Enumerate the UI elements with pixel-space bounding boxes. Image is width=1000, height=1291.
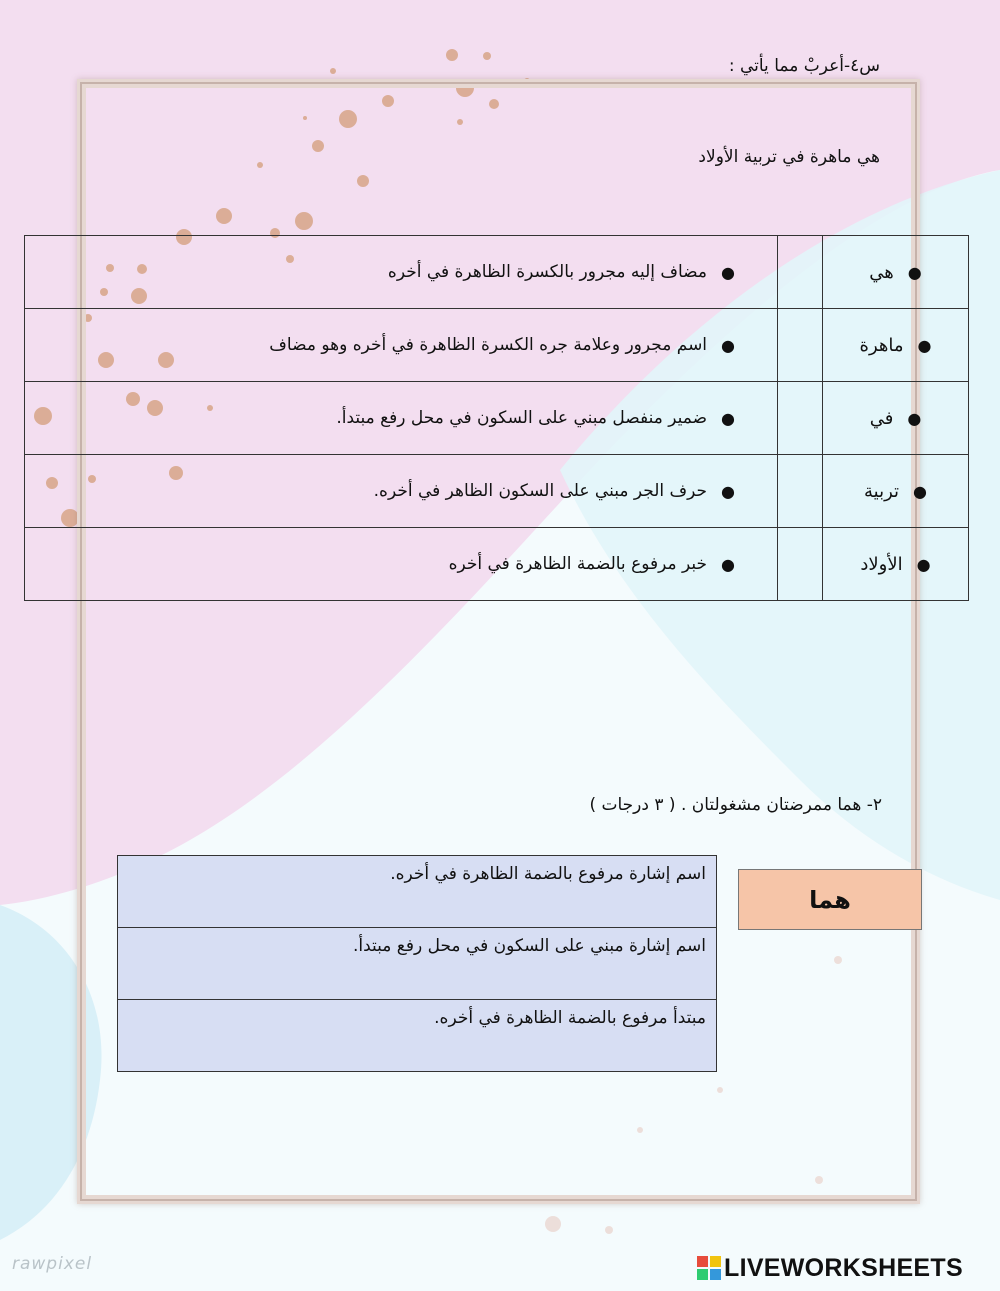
question-title: س٤-أعربْ مما يأتي : <box>728 56 880 76</box>
option-item[interactable] <box>25 335 777 355</box>
answer-blank[interactable] <box>778 236 823 309</box>
table-row <box>118 856 717 928</box>
bullet-icon: ● <box>907 408 922 428</box>
bullet-icon: ● <box>907 262 922 282</box>
table-row <box>25 455 969 528</box>
answer-box-word[interactable]: هما <box>738 869 922 930</box>
option-item[interactable] <box>25 262 777 282</box>
liveworksheets-logo[interactable] <box>697 1252 963 1284</box>
answer-blank[interactable] <box>778 455 823 528</box>
rawpixel-watermark: rawpixel <box>12 1254 93 1274</box>
table-row <box>25 236 969 309</box>
answer-blank[interactable] <box>778 528 823 601</box>
option-text: مضاف إليه مجرور بالكسرة الظاهرة في أخره <box>387 262 708 282</box>
bullet-icon: ● <box>917 335 932 355</box>
bullet-icon: ● <box>721 554 735 574</box>
bullet-icon: ● <box>913 481 928 501</box>
table-row <box>25 528 969 601</box>
bullet-icon: ● <box>916 554 931 574</box>
brand-name: LIVEWORKSHEETS <box>724 1253 963 1282</box>
bullet-icon: ● <box>721 481 735 501</box>
q2-options-table <box>117 855 717 1072</box>
q2-option[interactable]: مبتدأ مرفوع بالضمة الظاهرة في أخره. <box>118 1000 717 1072</box>
q2-option[interactable]: اسم إشارة مبني على السكون في محل رفع مبتدأ. <box>118 928 717 1000</box>
option-text: اسم مجرور وعلامة جره الكسرة الظاهرة في أخره وهو مضاف <box>269 335 708 355</box>
question-2-prompt: ٢- هما ممرضتان مشغولتان . ( ٣ درجات ) <box>589 795 882 815</box>
table-row <box>118 928 717 1000</box>
sentence-to-parse: هي ماهرة في تربية الأولاد <box>698 147 880 167</box>
table-row <box>25 309 969 382</box>
table-row <box>118 1000 717 1072</box>
word-cell: ماهرة <box>859 334 904 356</box>
parse-table <box>24 235 969 601</box>
word-cell: هي <box>869 261 894 283</box>
word-cell: تربية <box>864 480 900 502</box>
word-cell: الأولاد <box>860 553 903 575</box>
bullet-icon: ● <box>721 335 735 355</box>
q2-option[interactable]: اسم إشارة مرفوع بالضمة الظاهرة في أخره. <box>118 856 717 928</box>
option-item[interactable] <box>25 554 777 574</box>
answer-blank[interactable] <box>778 382 823 455</box>
option-text: ضمير منفصل مبني على السكون في محل رفع مبتدأ. <box>336 408 708 428</box>
bullet-icon: ● <box>721 408 735 428</box>
answer-blank[interactable] <box>778 309 823 382</box>
option-text: حرف الجر مبني على السكون الظاهر في أخره. <box>373 481 708 501</box>
option-item[interactable] <box>25 481 777 501</box>
bullet-icon: ● <box>721 262 735 282</box>
word-cell: في <box>869 407 894 429</box>
option-text: خبر مرفوع بالضمة الظاهرة في أخره <box>448 554 708 574</box>
option-item[interactable] <box>25 408 777 428</box>
liveworksheets-icon <box>697 1256 721 1280</box>
table-row <box>25 382 969 455</box>
